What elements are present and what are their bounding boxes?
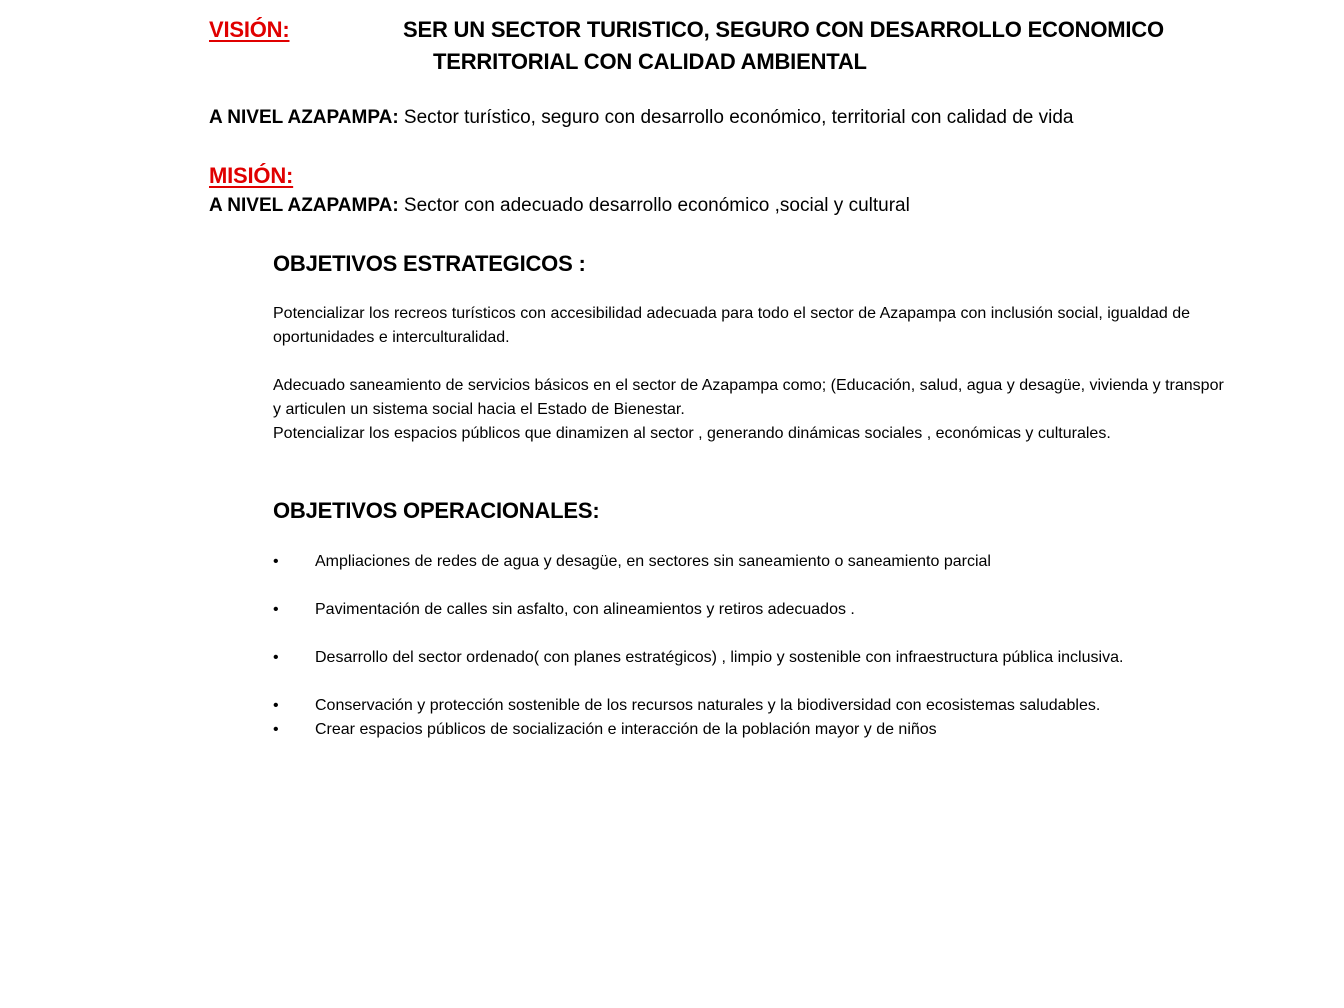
mision-nivel-text: Sector con adecuado desarrollo económico ,social y cultural [398, 195, 910, 216]
vision-statement-line2: TERRITORIAL CON CALIDAD AMBIENTAL [433, 49, 867, 74]
mision-nivel-label: A NIVEL AZAPAMPA: [209, 195, 399, 216]
bullet-icon: • [273, 697, 279, 714]
vision-nivel-text: Sector turístico, seguro con desarrollo económico, territorial con calidad de vida [398, 107, 1074, 128]
mision-label: MISIÓN: [209, 163, 294, 188]
estrategico-line: Potencializar los espacios públicos que dinamizen al sector , generando dinámicas sociales , económicas y culturales. [273, 425, 1111, 442]
operacional-item: Conservación y protección sostenible de los recursos naturales y la biodiversidad con ecosistemas saludables. [315, 697, 1101, 714]
bullet-icon: • [273, 601, 279, 618]
bullet-icon: • [273, 721, 279, 738]
operacional-item: Pavimentación de calles sin asfalto, con alineamientos y retiros adecuados . [315, 601, 855, 618]
vision-nivel-line [209, 107, 1074, 129]
bullet-icon: • [273, 649, 279, 666]
estrategico-line: Adecuado saneamiento de servicios básicos en el sector de Azapampa como; (Educación, salud, agua y desagüe, vivienda y transpor [273, 377, 1224, 394]
operacional-item: Desarrollo del sector ordenado( con planes estratégicos) , limpio y sostenible con infraestructura pública inclusiva. [315, 649, 1124, 666]
estrategico-line: Potencializar los recreos turísticos con accesibilidad adecuada para todo el sector de Azapampa con inclusión social, igualdad de [273, 305, 1190, 322]
estrategico-line: oportunidades e interculturalidad. [273, 329, 510, 346]
objetivos-estrategicos-heading: OBJETIVOS ESTRATEGICOS : [273, 251, 586, 276]
bullet-icon: • [273, 553, 279, 570]
operacional-item: Crear espacios públicos de socialización e interacción de la población mayor y de niños [315, 721, 937, 738]
mision-nivel-line [209, 195, 910, 217]
vision-nivel-label: A NIVEL AZAPAMPA: [209, 107, 399, 128]
estrategico-line: y articulen un sistema social hacia el Estado de Bienestar. [273, 401, 685, 418]
operacional-item: Ampliaciones de redes de agua y desagüe, en sectores sin saneamiento o saneamiento parcial [315, 553, 991, 570]
objetivos-operacionales-heading: OBJETIVOS OPERACIONALES: [273, 498, 600, 523]
vision-statement-line1: SER UN SECTOR TURISTICO, SEGURO CON DESARROLLO ECONOMICO [403, 17, 1164, 42]
vision-label: VISIÓN: [209, 17, 290, 42]
